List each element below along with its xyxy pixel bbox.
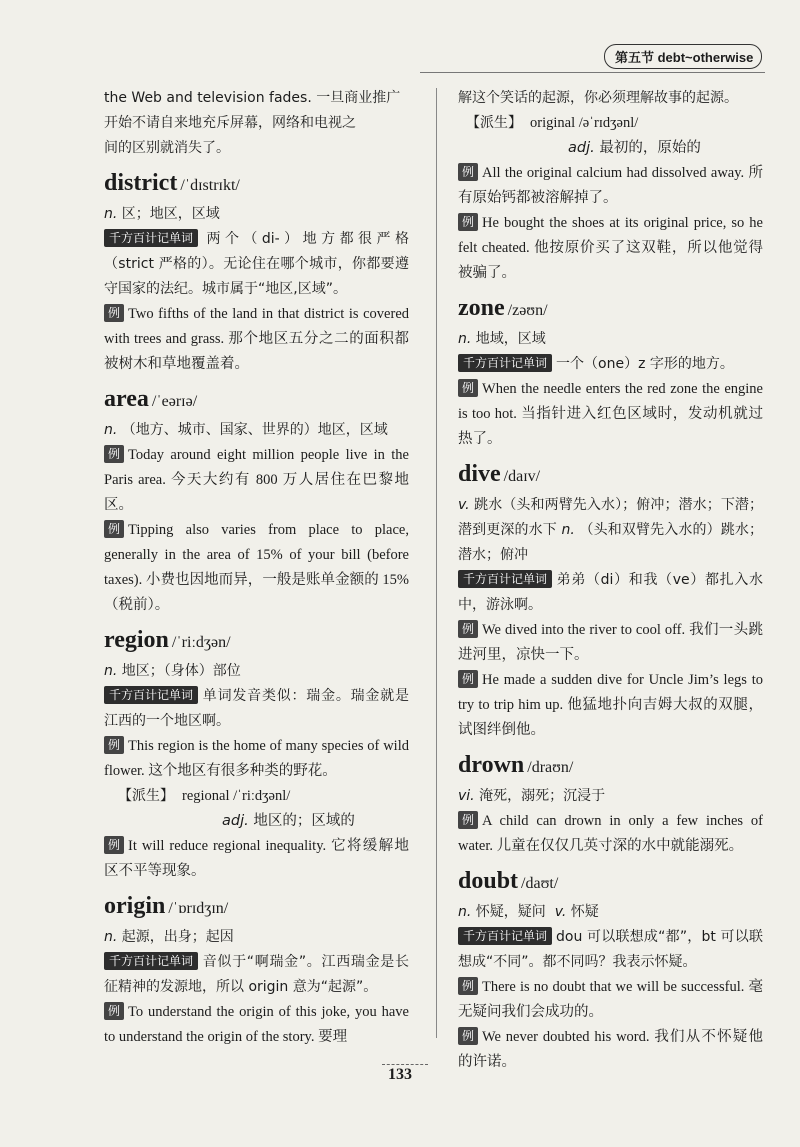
page-number: 133	[388, 1066, 412, 1083]
entry-drown	[458, 749, 763, 859]
derived-tag: 【派生】	[466, 115, 522, 131]
entry-region	[104, 624, 409, 884]
example-icon: 例	[458, 1027, 478, 1045]
phonetic: /ˈeərɪə/	[151, 393, 198, 410]
example-sentence: It will reduce regional inequality. 它将缓解地区不平等现象。	[104, 838, 409, 879]
column-divider	[436, 88, 437, 1038]
memory-text: 单词发音类似：瑞金。瑞金就是江西的一个地区啊。	[104, 688, 409, 729]
example-icon: 例	[104, 836, 124, 854]
example-sentence: This region is the home of many species of wild flower. 这个地区有很多种类的野花。	[104, 738, 409, 779]
example-sentence: To understand the origin of this joke, you have to understand the origin of the story. 要理	[104, 1004, 409, 1045]
phonetic: /ˈɒrɪdʒɪn/	[168, 900, 229, 917]
example-icon: 例	[458, 379, 478, 397]
memory-tag: 千方百计记单词	[104, 952, 198, 970]
definition: 区；地区，区域	[121, 206, 220, 222]
definition: 怀疑，疑问	[475, 904, 546, 920]
example-sentence: A child can drown in only a few inches of water. 儿童在仅仅几英寸深的水中就能溺死。	[458, 813, 763, 854]
memory-tag: 千方百计记单词	[104, 686, 198, 704]
memory-tag: 千方百计记单词	[458, 570, 552, 588]
definition: 最初的，原始的	[599, 140, 701, 156]
memory-tag: 千方百计记单词	[104, 229, 198, 247]
memory-text: 一个（one）z 字形的地方。	[556, 356, 734, 372]
definition: 地域，区域	[475, 331, 546, 347]
example-sentence: We never doubted his word. 我们从不怀疑他的许诺。	[458, 1029, 763, 1070]
right-column	[458, 86, 763, 1075]
example-icon: 例	[458, 670, 478, 688]
part-of-speech: adj.	[222, 813, 249, 829]
part-of-speech: v.	[458, 497, 470, 513]
example-sentence: When the needle enters the red zone the engine is too hot. 当指针进入红色区域时，发动机就过热了。	[458, 381, 763, 447]
example-icon: 例	[104, 736, 124, 754]
header-rule	[420, 72, 765, 73]
intro-line: 解这个笑话的起源，你必须理解故事的起源。	[458, 90, 738, 106]
memory-text: 弟弟（di）和我（ve）都扎入水中，游泳啊。	[458, 572, 763, 613]
headword: district	[104, 170, 178, 196]
example-icon: 例	[104, 1002, 124, 1020]
example-sentence: We dived into the river to cool off. 我们一头跳进河里，凉快一下。	[458, 622, 763, 663]
derived-word: regional /ˈriːdʒənl/	[182, 788, 291, 804]
example-icon: 例	[104, 304, 124, 322]
headword: area	[104, 386, 149, 412]
headword: doubt	[458, 868, 519, 894]
intro-line: 开始不请自来地充斥屏幕，网络和电视之	[104, 115, 356, 131]
memory-text: 两个（di-）地方都很严格（strict 严格的）。无论住在哪个城市，你都要遵守国家的法纪。城市属于“地区,区域”。	[104, 231, 409, 297]
part-of-speech: n.	[104, 929, 118, 945]
example-sentence: He bought the shoes at its original price, so he felt cheated. 他按原价买了这双鞋，所以他觉得被骗了。	[458, 215, 763, 281]
left-column	[104, 86, 409, 1050]
definition: （头和双臂先入水的）跳水；潜水；俯冲	[458, 522, 764, 563]
page-number-rule	[382, 1064, 428, 1065]
part-of-speech: n.	[104, 663, 118, 679]
example-icon: 例	[458, 163, 478, 181]
part-of-speech: vi.	[458, 788, 475, 804]
phonetic: /draʊn/	[527, 759, 574, 776]
example-sentence: All the original calcium had dissolved away. 所有原始钙都被溶解掉了。	[458, 165, 763, 206]
intro-line: 间的区别就消失了。	[104, 140, 230, 156]
headword: origin	[104, 893, 166, 919]
part-of-speech: v.	[554, 904, 567, 920]
definition: 起源，出身；起因	[121, 929, 234, 945]
memory-text: dou 可以联想成“都”，bt 可以联想成“不同”。都不同吗？我表示怀疑。	[458, 929, 763, 970]
section-header: 第五节 debt~otherwise	[604, 44, 762, 69]
part-of-speech: n.	[458, 331, 472, 347]
part-of-speech: n.	[104, 422, 118, 438]
derived-word: original /əˈrɪdʒənl/	[530, 115, 639, 131]
example-icon: 例	[458, 811, 478, 829]
memory-text: 音似于“啊瑞金”。江西瑞金是长征精神的发源地，所以 origin 意为“起源”。	[104, 954, 409, 995]
definition: （地方、城市、国家、世界的）地区，区域	[121, 422, 388, 438]
example-icon: 例	[458, 620, 478, 638]
headword: region	[104, 627, 169, 653]
headword: zone	[458, 295, 505, 321]
example-sentence: Today around eight million people live in the Paris area. 今天大约有 800 万人居住在巴黎地区。	[104, 447, 409, 513]
memory-tag: 千方百计记单词	[458, 354, 552, 372]
phonetic: /daɪv/	[503, 468, 541, 485]
definition: 淹死，溺死；沉浸于	[479, 788, 606, 804]
example-icon: 例	[104, 445, 124, 463]
intro-line: the Web and television fades. 一旦商业推广	[104, 90, 401, 106]
entry-district	[104, 167, 409, 377]
memory-tag: 千方百计记单词	[458, 927, 552, 945]
example-sentence: Tipping also varies from place to place, generally in the area of 15% of your bill (before taxes). 小费也因地而异，一般是账单金额的 15%（税前）。	[104, 522, 409, 613]
example-icon: 例	[458, 977, 478, 995]
part-of-speech: n.	[458, 904, 472, 920]
headword: dive	[458, 461, 501, 487]
entry-origin	[104, 890, 409, 1050]
headword: drown	[458, 752, 525, 778]
part-of-speech: n.	[104, 206, 118, 222]
example-icon: 例	[458, 213, 478, 231]
phonetic: /ˈdɪstrɪkt/	[180, 177, 240, 194]
example-sentence: Two fifths of the land in that district is covered with trees and grass. 那个地区五分之二的面积都被树木和草地覆盖着。	[104, 306, 409, 372]
entry-area	[104, 383, 409, 618]
entry-original	[458, 111, 763, 286]
definition: 怀疑	[570, 904, 599, 920]
entry-zone	[458, 292, 763, 452]
definition: 跳水（头和两臂先入水）；俯冲；潜水；下潜；潜到更深的水下	[458, 497, 763, 538]
definition: 地区；（身体）部位	[121, 663, 241, 679]
part-of-speech: n.	[561, 522, 575, 538]
example-sentence: He made a sudden dive for Uncle Jim’s legs to try to trip him up. 他猛地扑向吉姆大叔的双腿，试图绊倒他。	[458, 672, 763, 738]
phonetic: /ˈriːdʒən/	[171, 634, 231, 651]
derived-tag: 【派生】	[118, 788, 174, 804]
entry-dive	[458, 458, 763, 743]
example-icon: 例	[104, 520, 124, 538]
phonetic: /zəʊn/	[507, 302, 548, 319]
definition: 地区的；区域的	[253, 813, 355, 829]
example-sentence: There is no doubt that we will be successful. 毫无疑问我们会成功的。	[458, 979, 763, 1020]
phonetic: /daʊt/	[521, 875, 559, 892]
part-of-speech: adj.	[568, 140, 595, 156]
entry-doubt	[458, 865, 763, 1075]
